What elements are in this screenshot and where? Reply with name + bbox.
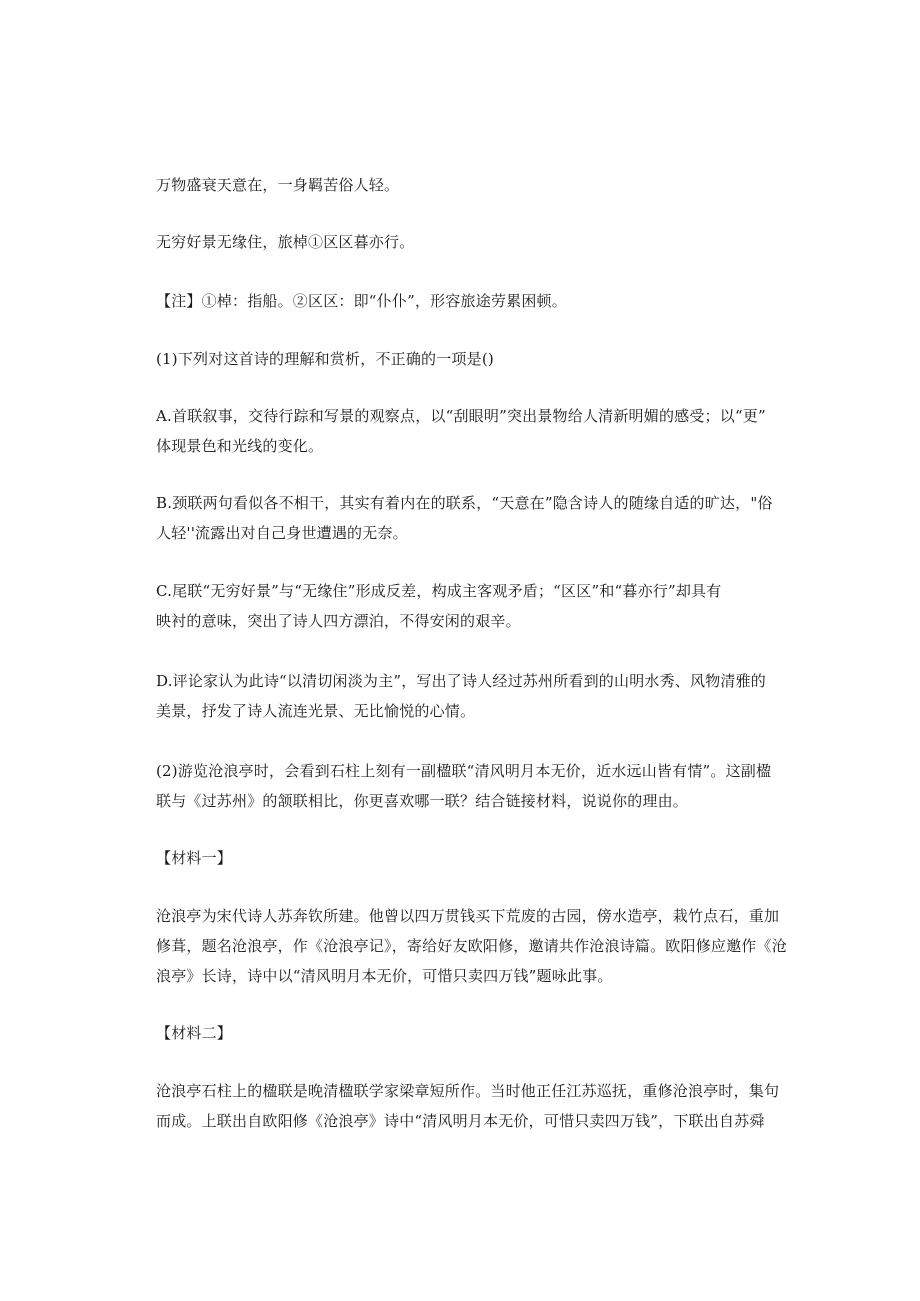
question-1-stem: (1)下列对这首诗的理解和赏析，不正确的一项是() <box>156 350 494 368</box>
option-b-line-1: B.颈联两句看似各不相干，其实有着内在的联系，“天意在”隐含诗人的随缘自适的旷达，"俗 <box>156 494 773 512</box>
material-2-line-1: 沧浪亭石柱上的楹联是晚清楹联学家梁章短所作。当时他正任江苏巡抚，重修沧浪亭时，集句 <box>156 1082 780 1100</box>
annotation-note: 【注】①棹：指船。②区区：即“仆仆”，形容旅途劳累困顿。 <box>156 292 567 310</box>
material-2-heading: 【材料二】 <box>156 1024 233 1042</box>
option-c-line-2: 映衬的意味，突出了诗人四方漂泊，不得安闲的艰辛。 <box>156 612 521 630</box>
material-1-line-2: 修葺，题名沧浪亭，作《沧浪亭记》，寄给好友欧阳修，邀请共作沧浪诗篇。欧阳修应邀作《沧 <box>156 937 787 955</box>
poem-line-2: 无穷好景无缘住，旅棹①区区暮亦行。 <box>156 233 415 251</box>
option-d-line-2: 美景，抒发了诗人流连光景、无比愉悦的心情。 <box>156 702 476 720</box>
question-2-line-1: (2)游览沧浪亭时，会看到石柱上刻有一副楹联“清风明月本无价，近水远山皆有情”。这副楹 <box>156 762 772 780</box>
question-2-line-2: 联与《过苏州》的颔联相比，你更喜欢哪一联？结合链接材料，说说你的理由。 <box>156 792 689 810</box>
poem-line-1: 万物盛衰天意在，一身羁苦俗人轻。 <box>156 176 400 194</box>
material-1-heading: 【材料一】 <box>156 849 233 867</box>
option-a-line-1: A.首联叙事，交待行踪和写景的观察点，以“刮眼明”突出景物给人清新明媚的感受；以“更” <box>156 407 766 425</box>
option-d-line-1: D.评论家认为此诗“以清切闲淡为主”，写出了诗人经过苏州所看到的山明水秀、风物清雅的 <box>156 672 767 690</box>
material-1-line-3: 浪亭》长诗，诗中以“清风明月本无价，可惜只卖四万钱”题咏此事。 <box>156 967 613 985</box>
option-c-line-1: C.尾联“无穷好景”与“无缘住”形成反差，构成主客观矛盾；“区区”和“暮亦行”却具有 <box>156 582 722 600</box>
material-2-line-2: 而成。上联出自欧阳修《沧浪亭》诗中“清风明月本无价，可惜只卖四万钱”，下联出自苏舜 <box>156 1112 765 1130</box>
option-a-line-2: 体现景色和光线的变化。 <box>156 437 324 455</box>
option-b-line-2: 人轻''流露出对自己身世遭遇的无奈。 <box>156 524 408 542</box>
material-1-line-1: 沧浪亭为宋代诗人苏奔钦所建。他曾以四万贯钱买下荒废的古园，傍水造亭，栽竹点石，重加 <box>156 907 780 925</box>
